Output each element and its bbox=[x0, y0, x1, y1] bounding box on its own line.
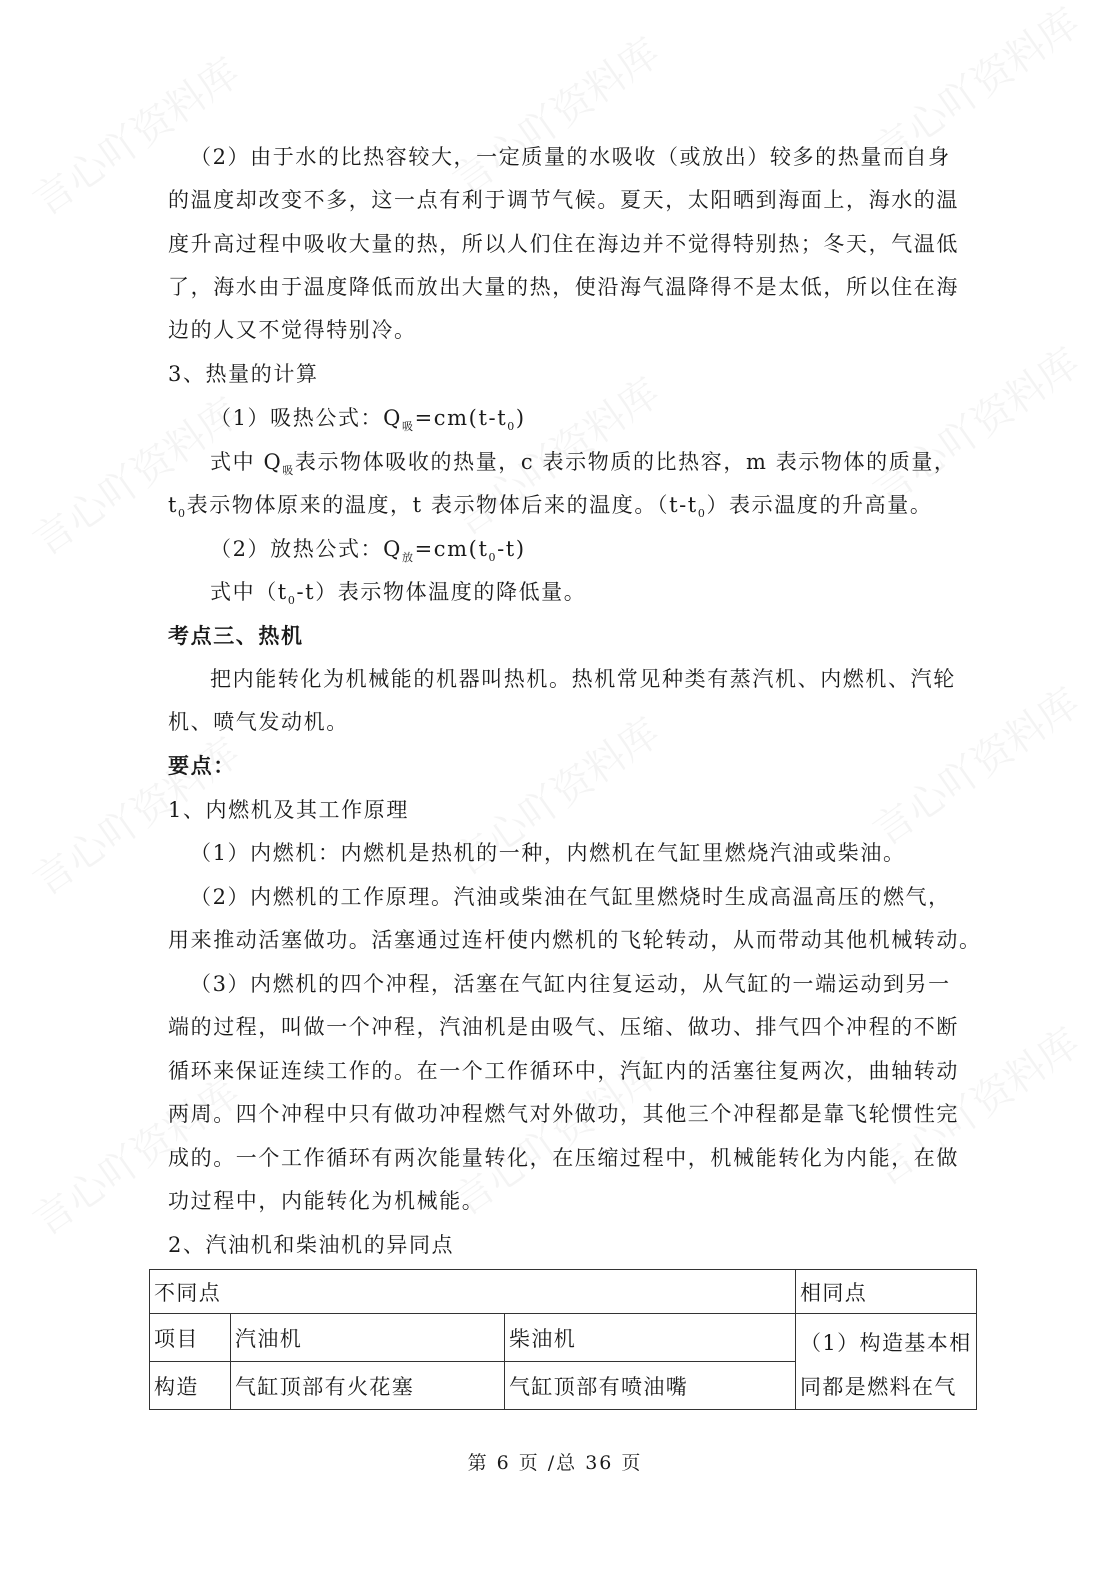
paragraph-line: 边的人又不觉得特别冷。 bbox=[168, 318, 417, 342]
paragraph-line: 两周。四个冲程中只有做功冲程燃气对外做功，其他三个冲程都是靠飞轮惯性完 bbox=[168, 1102, 959, 1126]
explain-text: -t）表示物体温度的降低量。 bbox=[296, 580, 587, 604]
table-cell-same bbox=[796, 1314, 977, 1410]
explain-text: ）表示温度的升高量。 bbox=[706, 493, 933, 517]
formula-release bbox=[210, 534, 526, 573]
same-text-line: （1）构造基本相 bbox=[800, 1331, 972, 1355]
paragraph-line: 把内能转化为机械能的机器叫热机。热机常见种类有蒸汽机、内燃机、汽轮 bbox=[210, 667, 956, 691]
explain-text: 表示物体原来的温度，t 表示物体后来的温度。（t-t bbox=[186, 493, 698, 517]
formula-text: （2）放热公式：Q bbox=[210, 537, 402, 561]
table-cell: 气缸顶部有喷油嘴 bbox=[505, 1362, 796, 1410]
section-title: 考点三、热机 bbox=[168, 623, 304, 648]
table-cell: 构造 bbox=[150, 1362, 231, 1410]
formula-subscript: 0 bbox=[488, 551, 498, 565]
explain-text: 表示物体吸收的热量，c 表示物质的比热容，m 表示物体的质量， bbox=[294, 450, 957, 474]
paragraph-line: （2）由于水的比热容较大，一定质量的水吸收（或放出）较多的热量而自身 bbox=[190, 145, 951, 169]
explain-subscript: 0 bbox=[178, 507, 187, 521]
table-row bbox=[150, 1270, 977, 1314]
formula-absorb bbox=[210, 403, 526, 442]
watermark bbox=[860, 672, 1089, 856]
formula-text: =cm(t-t bbox=[414, 406, 508, 430]
formula-explanation bbox=[210, 577, 586, 616]
explain-subscript: 0 bbox=[287, 594, 297, 608]
paragraph-line: （3）内燃机的四个冲程，活塞在气缸内往复运动，从气缸的一端运动到另一 bbox=[190, 972, 951, 996]
formula-explanation bbox=[168, 490, 932, 529]
page-footer: 第 6 页 /总 36 页 bbox=[467, 1452, 643, 1474]
paragraph-line: 用来推动活塞做功。活塞通过连杆使内燃机的飞轮转动，从而带动其他机械转动。 bbox=[168, 928, 982, 952]
paragraph-line: 成的。一个工作循环有两次能量转化，在压缩过程中，机械能转化为内能，在做 bbox=[168, 1146, 959, 1170]
table-cell: 气缸顶部有火花塞 bbox=[231, 1362, 505, 1410]
table-header-diff: 不同点 bbox=[150, 1270, 796, 1314]
table-cell: 项目 bbox=[150, 1314, 231, 1362]
formula-subscript: 0 bbox=[507, 420, 516, 434]
comparison-table bbox=[149, 1269, 977, 1410]
key-points-label: 要点： bbox=[168, 753, 236, 778]
paragraph-line: 功过程中，内能转化为机械能。 bbox=[168, 1189, 485, 1213]
explain-subscript: 吸 bbox=[282, 464, 295, 478]
paragraph-line: （1）内燃机：内燃机是热机的一种，内燃机在气缸里燃烧汽油或柴油。 bbox=[190, 841, 906, 865]
formula-text: ) bbox=[515, 406, 526, 430]
explain-text: t bbox=[168, 493, 179, 517]
formula-text: =cm(t bbox=[414, 537, 489, 561]
formula-explanation bbox=[210, 447, 957, 486]
formula-subscript: 放 bbox=[401, 551, 415, 565]
explain-text: 式中（t bbox=[210, 580, 288, 604]
subsection-title: 1、内燃机及其工作原理 bbox=[168, 798, 409, 822]
formula-text: -t) bbox=[497, 537, 526, 561]
table-cell: 汽油机 bbox=[231, 1314, 505, 1362]
paragraph-line: 循环来保证连续工作的。在一个工作循环中，汽缸内的活塞往复两次，曲轴转动 bbox=[168, 1059, 959, 1083]
explain-subscript: 0 bbox=[697, 507, 707, 521]
formula-subscript: 吸 bbox=[401, 420, 415, 434]
paragraph-line: 端的过程，叫做一个冲程，汽油机是由吸气、压缩、做功、排气四个冲程的不断 bbox=[168, 1015, 959, 1039]
paragraph-line: 机、喷气发动机。 bbox=[168, 710, 349, 734]
table-cell: 柴油机 bbox=[505, 1314, 796, 1362]
same-text-line: 同都是燃料在气 bbox=[800, 1375, 957, 1399]
paragraph-line: 的温度却改变不多，这一点有利于调节气候。夏天，太阳晒到海面上，海水的温 bbox=[168, 188, 959, 212]
paragraph-line: （2）内燃机的工作原理。汽油或柴油在气缸里燃烧时生成高温高压的燃气， bbox=[190, 885, 951, 909]
paragraph-line: 了，海水由于温度降低而放出大量的热，使沿海气温降得不是太低，所以住在海 bbox=[168, 275, 959, 299]
table-header-same: 相同点 bbox=[796, 1270, 977, 1314]
section-heading: 3、热量的计算 bbox=[168, 362, 319, 386]
table-row bbox=[150, 1314, 977, 1362]
explain-text: 式中 Q bbox=[210, 450, 283, 474]
paragraph-line: 度升高过程中吸收大量的热，所以人们住在海边并不觉得特别热；冬天，气温低 bbox=[168, 232, 959, 256]
watermark bbox=[440, 22, 669, 206]
formula-text: （1）吸热公式：Q bbox=[210, 406, 402, 430]
subsection-title: 2、汽油机和柴油机的异同点 bbox=[168, 1233, 455, 1257]
